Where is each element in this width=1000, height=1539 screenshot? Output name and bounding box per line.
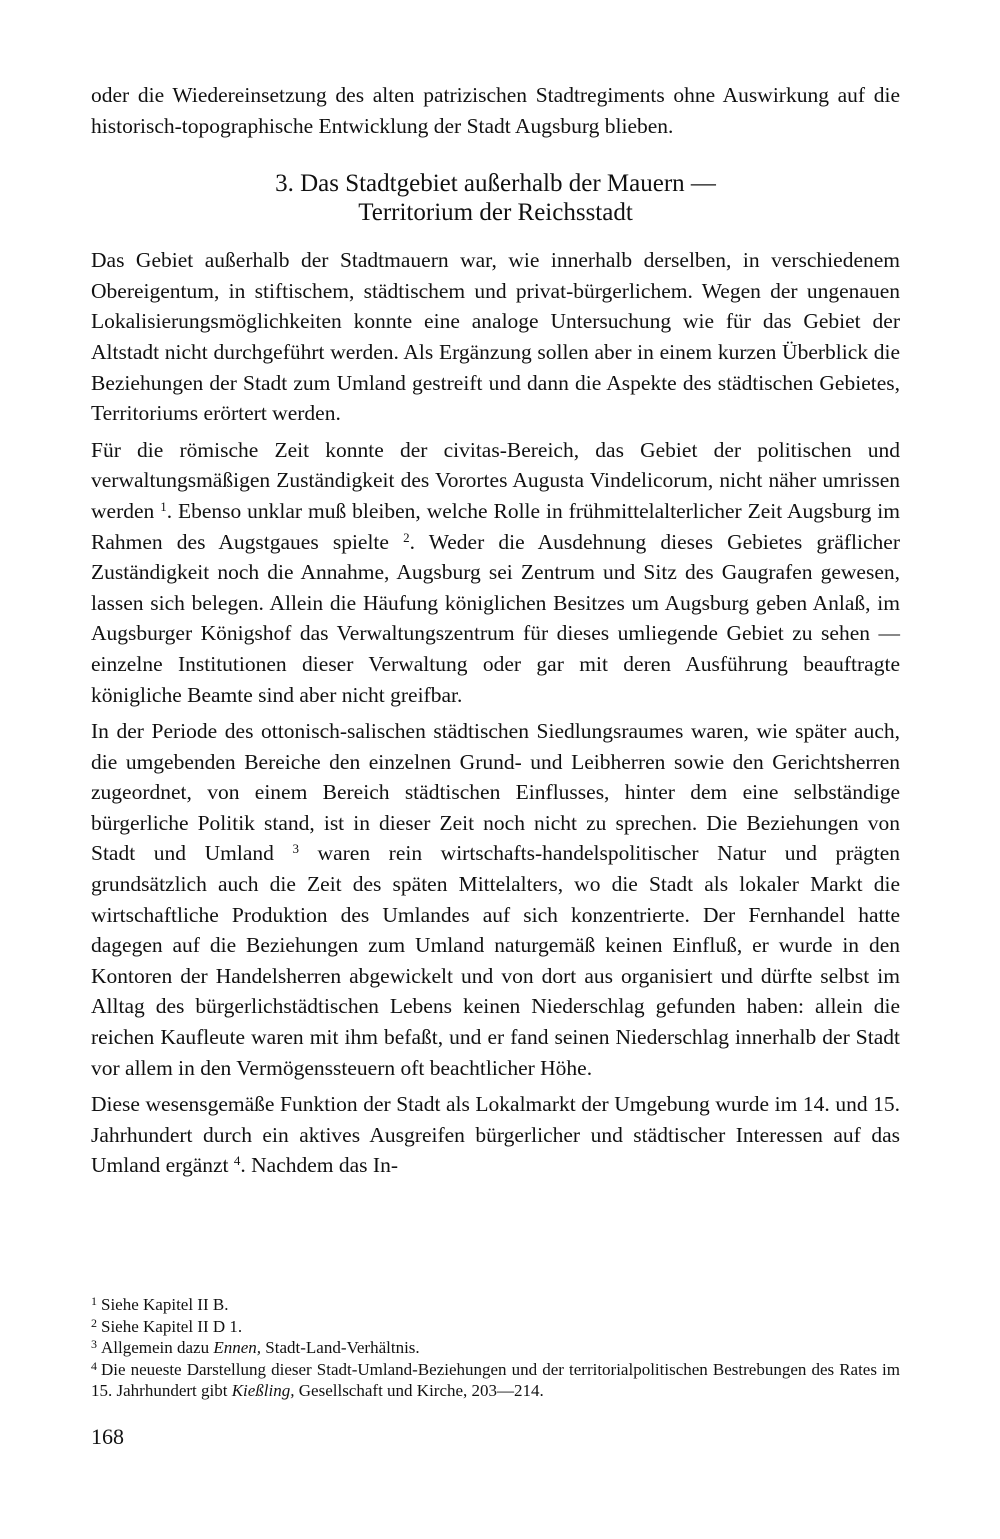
section-heading-line-1: 3. Das Stadtgebiet außerhalb der Mauern — (275, 170, 716, 198)
paragraph-2-text-c: . Weder die Ausdehnung dieses Gebietes gräflicher Zuständigkeit noch die Annahme, Augsburg sei Zentrum und Sitz des Gaugrafen gewesen, lassen sich belegen. Allein die Häufung königlichen Besitzes um Augsburg geben Anlaß, im Augsburger Königshof das Verwaltungszentrum für dieses umliegende Gebiet zu sehen — einzelne Institutionen dieser Verwaltung oder gar mit deren Ausführung beauftragte königliche Beamte sind aber nicht greifbar. (91, 529, 900, 707)
footnote-2-text: Siehe Kapitel II D 1. (101, 1316, 243, 1336)
footnote-4-mark: 4 (91, 1358, 97, 1373)
footnote-3-text-before: Allgemein dazu (101, 1338, 214, 1357)
paragraph-1: Das Gebiet außerhalb der Stadtmauern war, wie innerhalb derselben, in verschiedenem Obereigentum, in stiftischem, städtischem und privat-bürgerlichem. Wegen der ungenauen Lokalisierungsmöglichkeiten konnte eine analoge Untersuchung wie für das Gebiet der Altstadt nicht durchgeführt werden. Als Ergänzung sollen aber in einem kurzen Überblick die Beziehungen der Stadt zum Umland gestreift und dann die Aspekte des städtischen Gebietes, Territoriums erörtert werden. (91, 248, 900, 426)
page-body (91, 80, 900, 1181)
footnote-ref-2[interactable]: 2 (403, 529, 410, 545)
footnote-1-text: Siehe Kapitel II B. (101, 1295, 229, 1314)
top-paragraph: oder die Wiedereinsetzung des alten patrizischen Stadtregiments ohne Auswirkung auf die historisch-topographische Entwicklung der Stadt Augsburg blieben. (91, 83, 900, 138)
section-heading-line-2: Territorium der Reichsstadt (358, 199, 633, 227)
paragraph-3-text-a: In der Periode des ottonisch-salischen städtischen Siedlungsraumes waren, wie später auch, die umgebenden Bereiche den einzelnen Grund- und Leibherren sowie den Gerichtsherren zugeordnet, von einem Bereich städtischen Einflusses, hinter dem eine selbständige bürgerliche Politik stand, ist in dieser Zeit noch nicht zu sprechen. Die Beziehungen von Stadt und Umland (91, 719, 900, 866)
page-number: 168 (91, 1424, 124, 1449)
section-heading (91, 169, 900, 227)
footnote-ref-4[interactable]: 4 (233, 1153, 241, 1169)
footnote-4-author: Kießling, (231, 1381, 295, 1400)
footnote-1-mark: 1 (91, 1294, 97, 1308)
footnote-3-author: Ennen, (213, 1338, 262, 1357)
footnote-ref-3[interactable]: 3 (292, 841, 299, 857)
paragraph-3 (91, 716, 900, 1083)
footnote-4-text-after: Gesellschaft und Kirche, 203—214. (294, 1381, 544, 1400)
footnotes (91, 1294, 900, 1402)
paragraph-2-text-a: Für die römische Zeit konnte der civitas-Bereich, das Gebiet der politischen und verwaltungsmäßigen Zuständigkeit des Vorortes Augusta Vindelicorum, nicht näher umrissen werden (91, 437, 900, 523)
paragraph-2 (91, 435, 900, 710)
footnote-2-mark: 2 (91, 1315, 97, 1330)
footnote-1 (91, 1294, 900, 1316)
footnote-3-text-after: Stadt-Land-Verhältnis. (261, 1338, 420, 1357)
paragraph-4-text-b: . Nachdem das In- (240, 1153, 398, 1178)
footnote-ref-1[interactable]: 1 (160, 498, 167, 514)
paragraph-3-text-b: waren rein wirtschafts-handelspolitischer Natur und prägten grundsätzlich auch die Zeit des späten Mittelalters, wo die Stadt als lokaler Markt die wirtschaftliche Produktion des Umlandes auf sich konzentrierte. Der Fernhandel hatte dagegen auf die Beziehungen zum Umland naturgemäß keinen Einfluß, er wurde in den Kontoren der Handelsherren abgewickelt und von dort aus organisiert und dürfte selbst im Alltag des bürgerlichstädtischen Lebens keinen Niederschlag gefunden haben: allein die reichen Kaufleute waren mit ihm befaßt, und er fand seinen Niederschlag innerhalb der Stadt vor allem in den Vermögenssteuern oft beachtlicher Höhe. (91, 841, 901, 1080)
footnote-3 (91, 1337, 900, 1359)
paragraph-4-text-a: Diese wesensgemäße Funktion der Stadt als Lokalmarkt der Umgebung wurde im 14. und 15. Jahrhundert durch ein aktives Ausgreifen bürgerlicher und städtischer Interessen auf das Umland ergänzt (91, 1092, 900, 1178)
paragraph-2-text-b: . Ebenso unklar muß bleiben, welche Rolle in frühmittelalterlicher Zeit Augsburg im Rahmen des Augstgaues spielte (91, 498, 900, 554)
footnote-4-text-before: Die neueste Darstellung dieser Stadt-Umland-Beziehungen und der territorialpolitischen Bestrebungen des Rates im 15. Jahrhundert gibt (91, 1359, 900, 1400)
footnote-3-mark: 3 (91, 1337, 97, 1351)
footnote-4 (91, 1359, 900, 1402)
footnote-2 (91, 1316, 900, 1338)
paragraph-4 (91, 1089, 900, 1181)
